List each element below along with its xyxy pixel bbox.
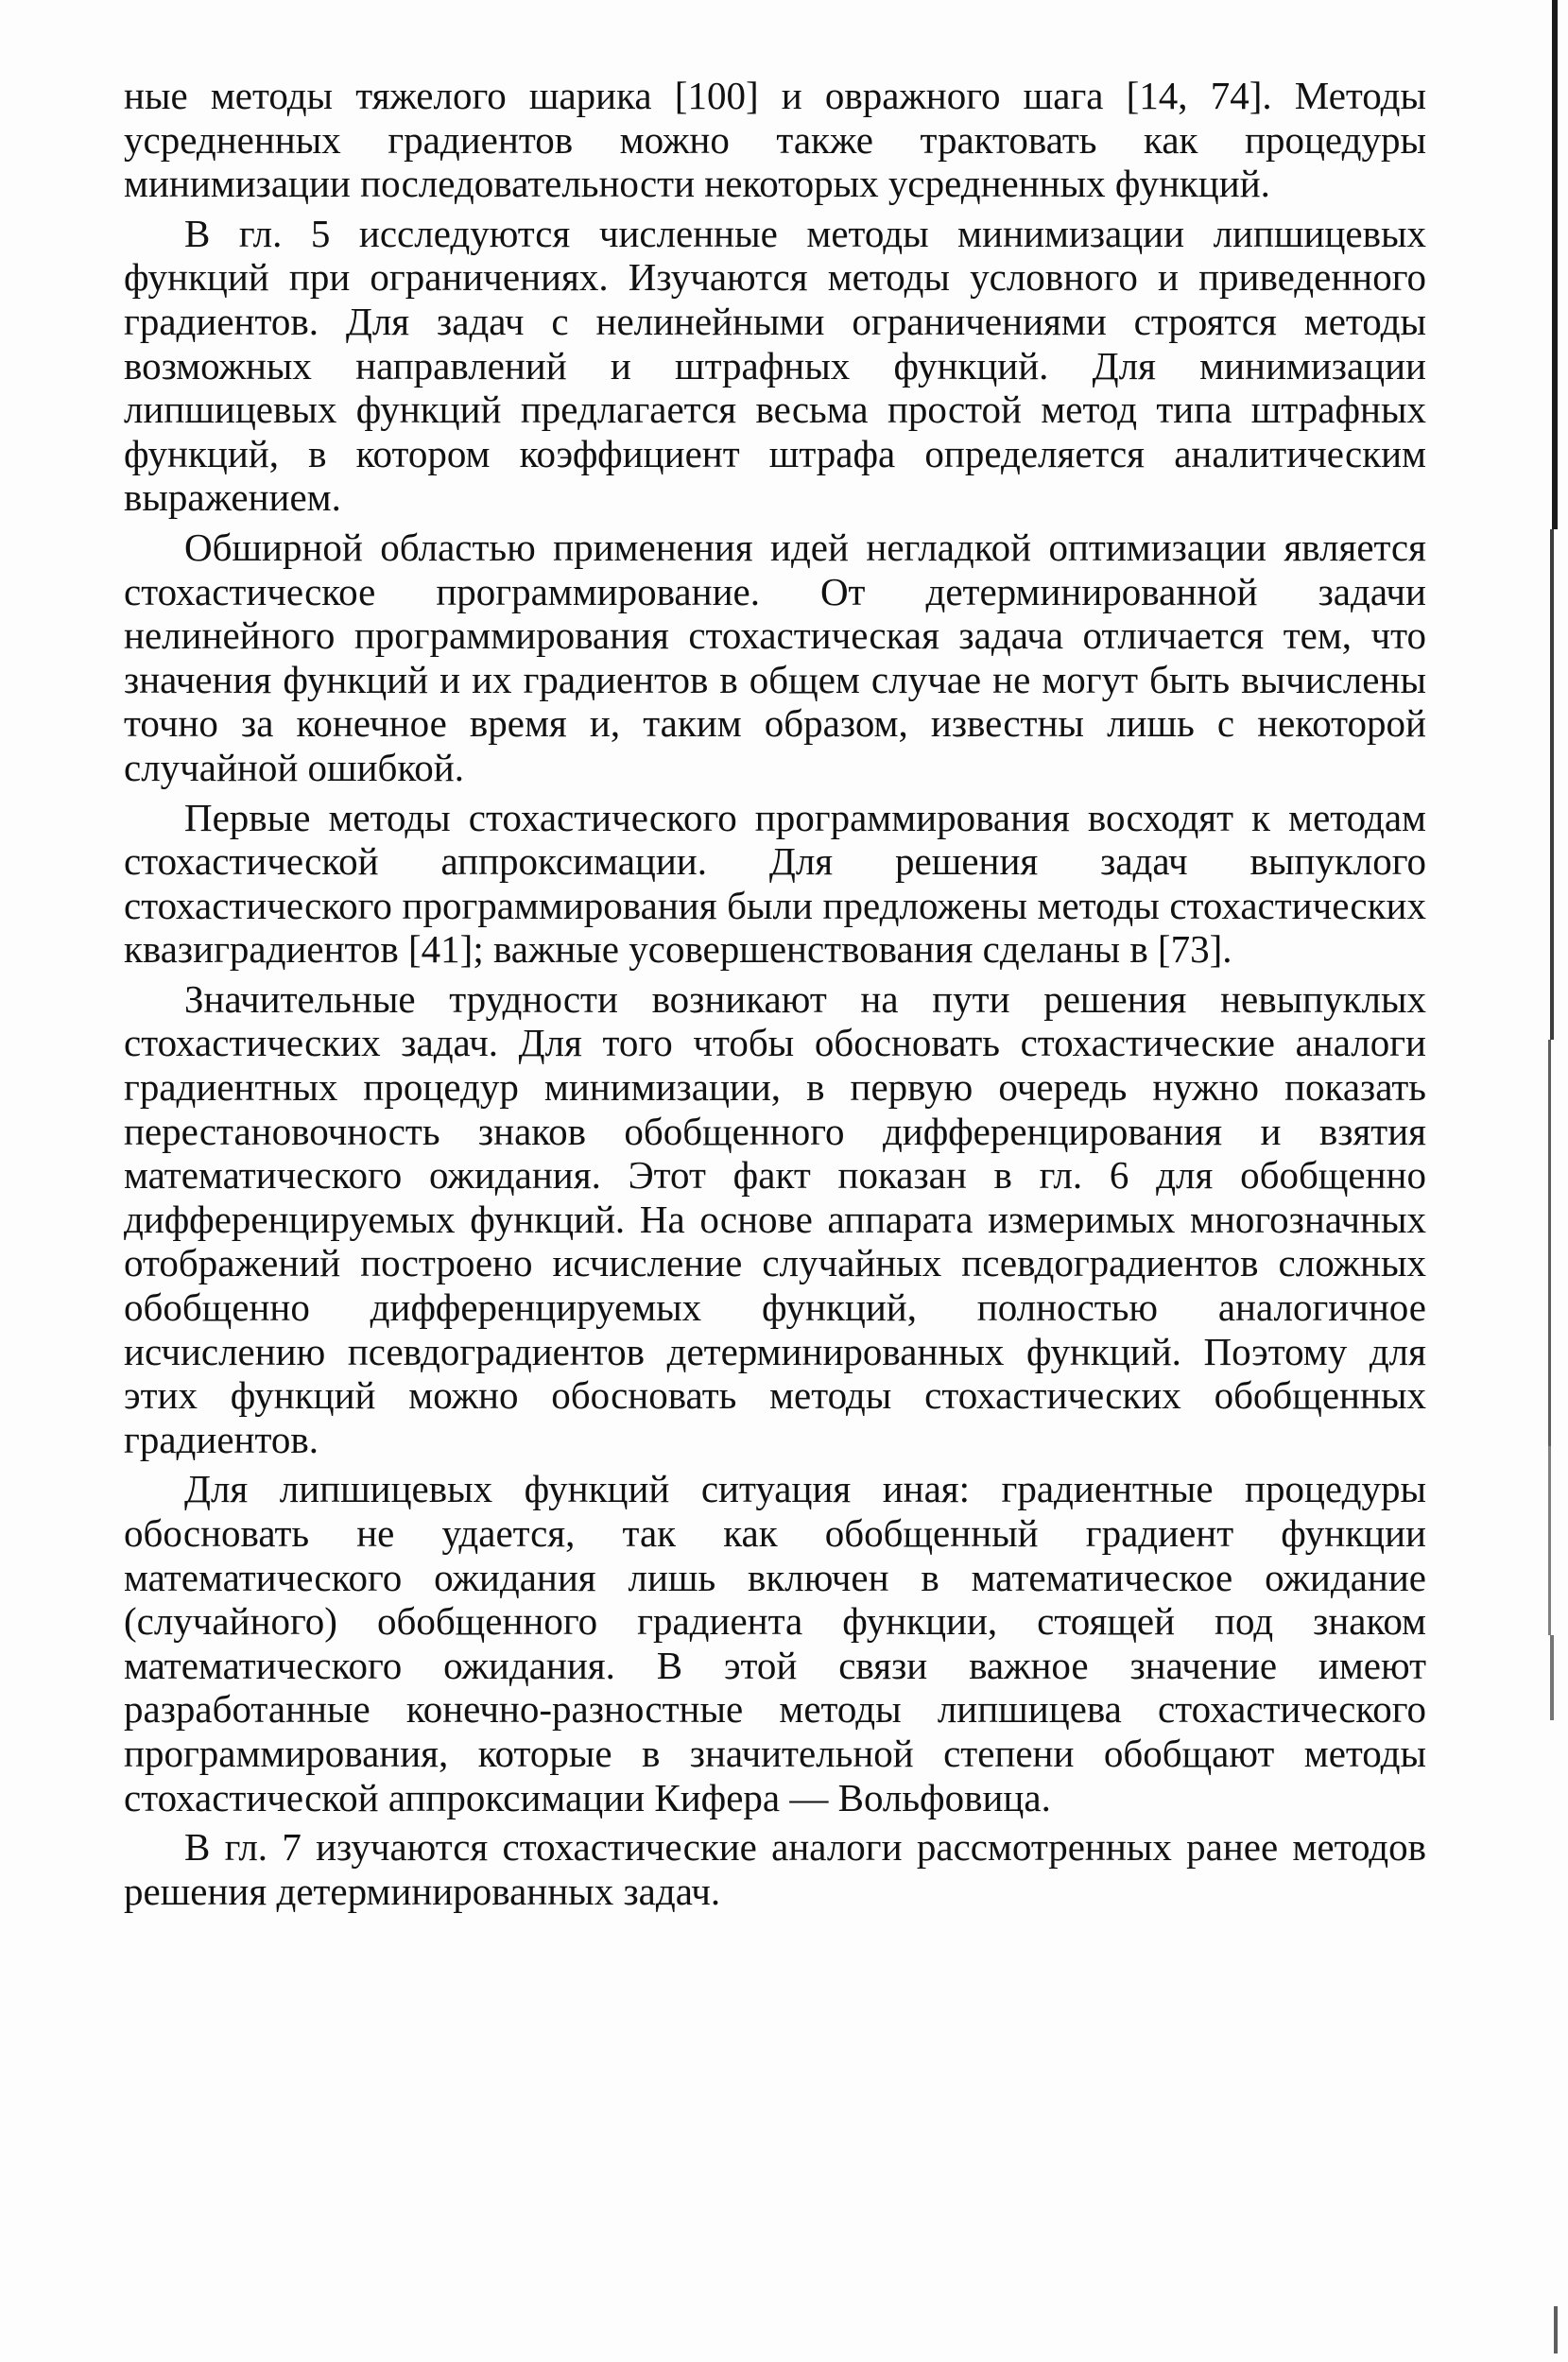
paragraph-3: Обширной областью применения идей негладкой оптимизации является стохастическое программирование. От детерминированной задачи нелинейного программирования стохастическая задача отличается тем, что значения функций и их градиентов в общем случае не могут быть вычислены точно за конечное время и, таким образом, известны лишь с некоторой случайной ошибкой. bbox=[124, 525, 1426, 789]
paragraph-7: В гл. 7 изучаются стохастические аналоги рассмотренных ранее методов решения детерминированных задач. bbox=[124, 1825, 1426, 1913]
paragraph-5: Значительные трудности возникают на пути решения невыпуклых стохастических задач. Для того чтобы обосновать стохастические аналоги градиентных процедур минимизации, в первую очередь нужно показать перестановочность знаков обобщенного дифференцирования и взятия математического ожидания. Этот факт показан в гл. 6 для обобщенно дифференцируемых функций. На основе аппарата измеримых многозначных отображений построено исчисление случайных псевдоградиентов сложных обобщенно дифференцируемых функций, полностью аналогичное исчислению псевдоградиентов детерминированных функций. Поэтому для этих функций можно обосновать методы стохастических обобщенных градиентов. bbox=[124, 976, 1426, 1461]
scan-edge-shadow bbox=[1548, 1040, 1551, 1446]
scan-edge-shadow bbox=[1548, 1446, 1551, 1635]
scan-edge-shadow bbox=[1554, 2306, 1558, 2353]
scan-edge-shadow bbox=[1552, 0, 1558, 529]
scan-edge-shadow bbox=[1550, 1635, 1554, 1720]
paragraph-6: Для липшицевых функций ситуация иная: градиентные процедуры обосновать не удается, так как обобщенный градиент функции математического ожидания лишь включен в математическое ожидание (случайного) обобщенного градиента функции, стоящей под знаком математического ожидания. В этой связи важное значение имеют разработанные конечно-разностные методы липшицева стохастического программирования, которые в значительной степени обобщают методы стохастической аппроксимации Кифера — Вольфовица. bbox=[124, 1467, 1426, 1819]
paragraph-1: ные методы тяжелого шарика [100] и овражного шага [14, 74]. Методы усредненных градиентов можно также трактовать как процедуры минимизации последовательности некоторых усредненных функций. bbox=[124, 74, 1426, 206]
scan-edge-shadow bbox=[1550, 529, 1554, 1040]
paragraph-4: Первые методы стохастического программирования восходят к методам стохастической аппроксимации. Для решения задач выпуклого стохастического программирования были предложены методы стохастических квазиградиентов [41]; важные усовершенствования сделаны в [73]. bbox=[124, 795, 1426, 972]
paragraph-2: В гл. 5 исследуются численные методы минимизации липшицевых функций при ограничениях. Изучаются методы условного и приведенного градиентов. Для задач с нелинейными ограничениями строятся методы возможных направлений и штрафных функций. Для минимизации липшицевых функций предлагается весьма простой метод типа штрафных функций, в котором коэффициент штрафа определяется аналитическим выражением. bbox=[124, 211, 1426, 520]
body-text bbox=[124, 74, 1426, 1919]
